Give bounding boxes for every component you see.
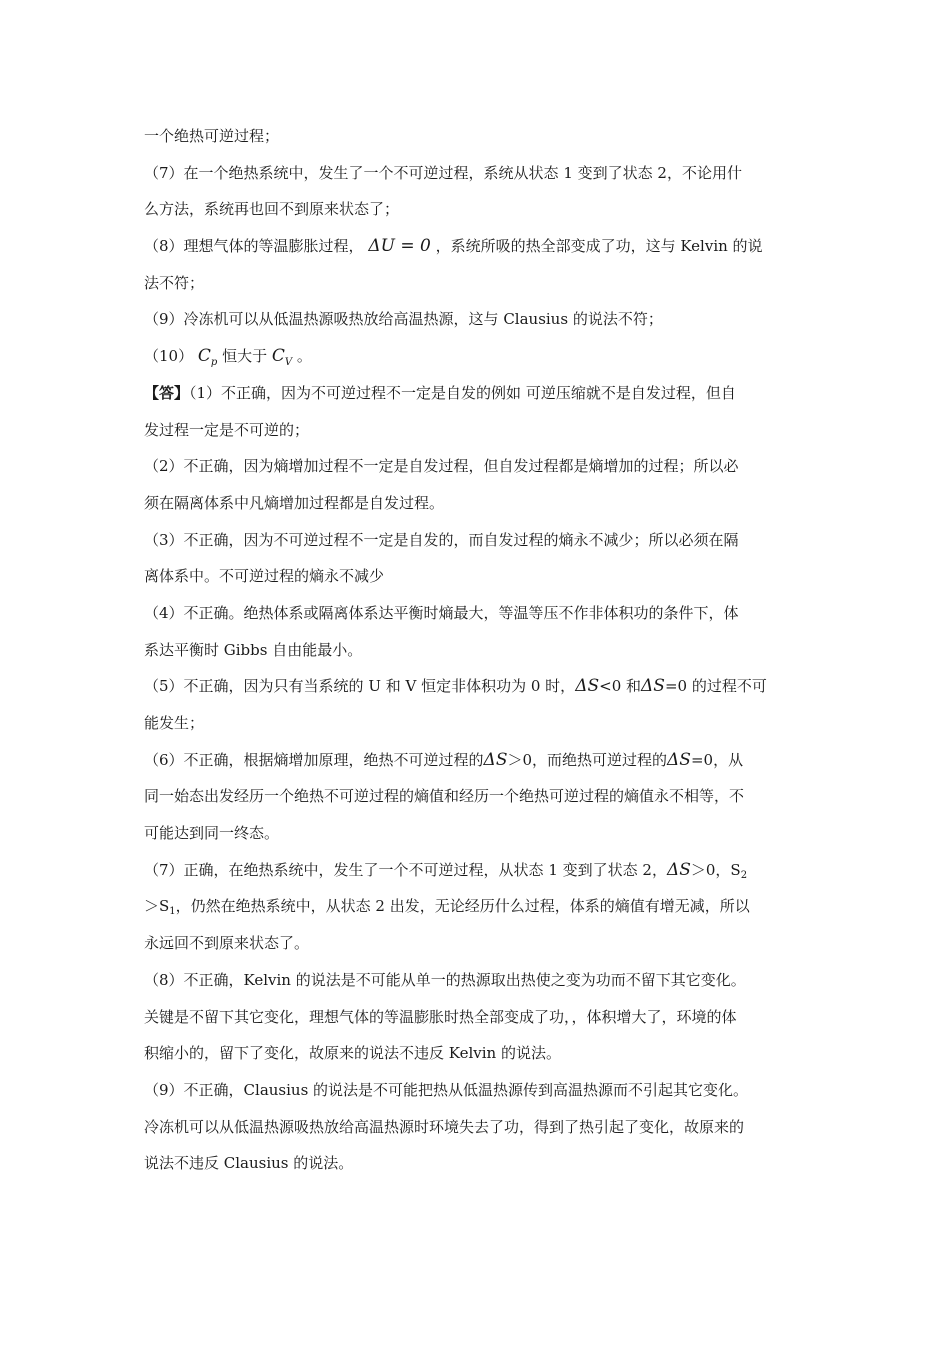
text-line: 永远回不到原来状态了。: [144, 934, 310, 953]
text-line: （8）不正确，Kelvin 的说法是不可能从单一的热源取出热使之变为功而不留下其它变化。: [144, 970, 746, 989]
a6-prefix: （6）不正确，根据熵增加原理，绝热不可逆过程的: [144, 750, 484, 769]
text-line: 须在隔离体系中凡熵增加过程都是自发过程。: [144, 493, 445, 512]
answer-6-line: [144, 742, 812, 779]
text-line: 么方法，系统再也回不到原来状态了；: [144, 200, 400, 219]
text-line: （7）在一个绝热系统中，发生了一个不可逆过程，系统从状态 1 变到了状态 2，不论用什: [144, 163, 742, 182]
s1-subscript: 1: [169, 906, 176, 918]
answer-7b-line: [144, 888, 812, 925]
text-line: （2）不正确，因为熵增加过程不一定是自发过程，但自发过程都是熵增加的过程；所以必: [144, 457, 739, 476]
a6-suffix: =0，从: [690, 750, 744, 769]
answer-text: （1）不正确，因为不可逆过程不一定是自发的例如 可逆压缩就不是自发过程，但自: [189, 383, 736, 402]
delta-s-formula: ΔS: [575, 676, 600, 697]
question-8-line: [144, 228, 812, 265]
delta-s-formula: ΔS: [666, 859, 691, 880]
document-body: [144, 118, 812, 1182]
text-line: （9）冷冻机可以从低温热源吸热放给高温热源，这与 Clausius 的说法不符；: [144, 310, 663, 329]
answer-7-line: [144, 852, 812, 889]
cp-symbol: $C_p$: [197, 346, 218, 369]
delta-u-formula: ΔU = 0: [368, 236, 431, 257]
answer-label: 【答】: [144, 383, 190, 402]
text-line: （4）不正确。绝热体系或隔离体系达平衡时熵最大，等温等压不作非体积功的条件下，体: [144, 603, 739, 622]
text-line: 发过程一定是不可逆的；: [144, 420, 310, 439]
text-line: 能发生；: [144, 714, 205, 732]
q8-suffix: ，系统所吸的热全部变成了功，这与 Kelvin 的说: [435, 237, 763, 256]
text-line: （3）不正确，因为不可逆过程不一定是自发的，而自发过程的熵永不减少；所以必须在隔: [144, 530, 739, 549]
answer-line: [144, 375, 812, 412]
delta-s-formula: ΔS: [483, 749, 508, 770]
text-line: 说法不违反 Clausius 的说法。: [144, 1154, 354, 1173]
text-line: （9）不正确，Clausius 的说法是不可能把热从低温热源传到高温热源而不引起其它变化。: [144, 1080, 749, 1099]
a6-mid: ＞0，而绝热可逆过程的: [507, 750, 668, 769]
a7-prefix: （7）正确，在绝热系统中，发生了一个不可逆过程，从状态 1 变到了状态 2，: [144, 860, 667, 879]
a7b-prefix: ＞S: [144, 897, 170, 916]
text-line: 积缩小的，留下了变化，故原来的说法不违反 Kelvin 的说法。: [144, 1044, 561, 1063]
text-line: 法不符；: [144, 273, 205, 292]
a7b-suffix: ，仍然在绝热系统中，从状态 2 出发，无论经历什么过程，体系的熵值有增无减，所以: [175, 897, 750, 916]
q10-prefix: （10）: [144, 347, 194, 366]
text-line: 可能达到同一终态。: [144, 824, 280, 843]
text-line: 冷冻机可以从低温热源吸热放给高温热源时环境失去了功，得到了热引起了变化，故原来的: [144, 1117, 745, 1136]
s2-subscript: 2: [740, 869, 748, 881]
a5-prefix: （5）不正确，因为只有当系统的 U 和 V 恒定非体积功为 0 时，: [144, 677, 576, 696]
q10-suffix: 。: [296, 347, 312, 366]
a5-suffix: =0 的过程不可: [664, 677, 767, 696]
cv-symbol: $C_V$: [271, 346, 293, 369]
text-line: 同一始态出发经历一个绝热不可逆过程的熵值和经历一个绝热可逆过程的熵值永不相等，不: [144, 787, 745, 806]
text-line: 系达平衡时 Gibbs 自由能最小。: [144, 640, 363, 659]
q10-middle: 恒大于: [222, 347, 268, 366]
delta-s-formula: ΔS: [667, 749, 691, 770]
a5-mid: <0 和: [599, 677, 642, 696]
question-10-line: [144, 338, 812, 375]
delta-s-formula: ΔS: [641, 676, 665, 697]
q8-prefix: （8）理想气体的等温膨胀过程，: [144, 237, 364, 256]
text-line: 一个绝热可逆过程；: [144, 127, 280, 145]
text-line: 离体系中。不可逆过程的熵永不减少: [144, 567, 385, 586]
text-line: 关键是不留下其它变化，理想气体的等温膨胀时热全部变成了功，，体积增大了，环境的体: [144, 1007, 737, 1026]
a7-mid: ＞0，S: [690, 860, 741, 879]
answer-5-line: [144, 668, 812, 705]
